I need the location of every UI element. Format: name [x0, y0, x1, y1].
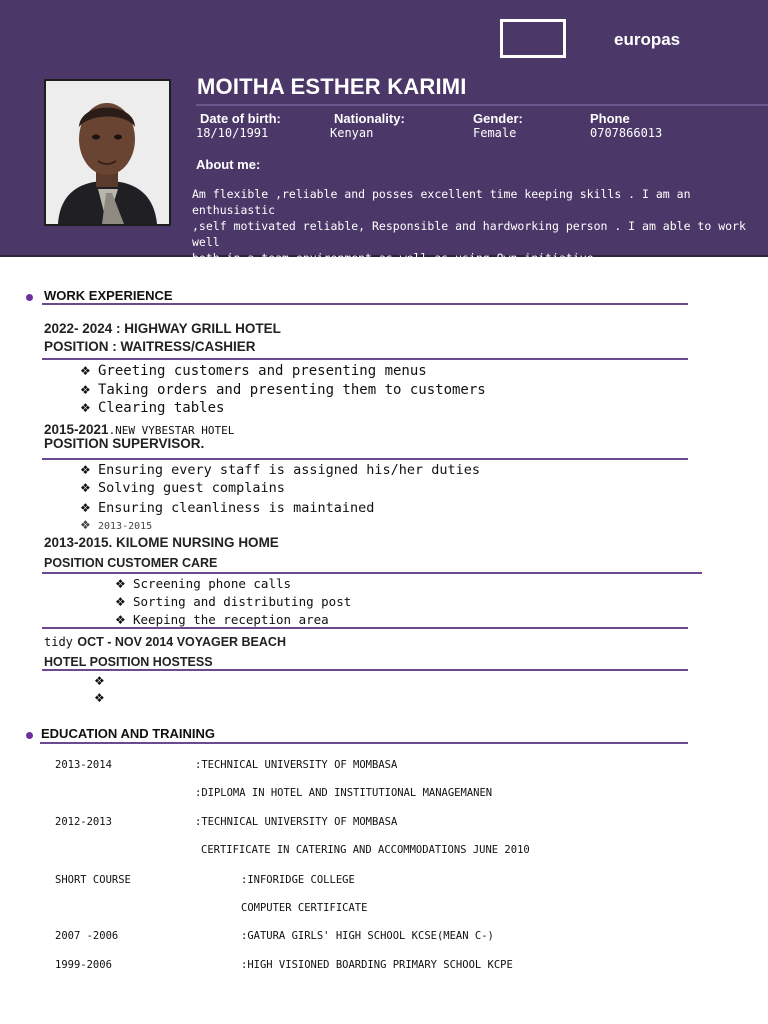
edu-row-right: COMPUTER CERTIFICATE [241, 902, 368, 914]
job4-title: tidy OCT - NOV 2014 VOYAGER BEACH [44, 635, 286, 649]
job1-position: POSITION : WAITRESS/CASHIER [44, 339, 256, 354]
gender-label: Gender: [473, 111, 523, 126]
job-divider [42, 358, 688, 360]
diamond-bullet-icon: ❖ [115, 595, 126, 609]
diamond-bullet-icon: ❖ [80, 518, 91, 532]
diamond-bullet-icon: ❖ [115, 577, 126, 591]
name-divider [196, 104, 768, 106]
nationality-label: Nationality: [334, 111, 405, 126]
about-line: both in a team environment as well as using Own initiative. [192, 251, 601, 265]
purple-dot-icon [26, 732, 33, 739]
logo-text: europas [614, 30, 681, 49]
duty-item: ❖ Sorting and distributing post [115, 594, 352, 609]
diamond-bullet-icon: ❖ [80, 463, 91, 477]
empty-bullet [94, 690, 112, 705]
duty-item: ❖ Screening phone calls [115, 576, 292, 591]
edu-row-right: CERTIFICATE IN CATERING AND ACCOMMODATIONS JUNE 2010 [201, 844, 530, 856]
nationality-value: Kenyan [330, 126, 374, 140]
job-divider [42, 458, 688, 460]
diamond-bullet-icon: ❖ [80, 501, 91, 515]
edu-row-right: :TECHNICAL UNIVERSITY OF MOMBASA [195, 759, 398, 771]
about-text [192, 186, 762, 266]
diamond-bullet-icon: ❖ [80, 401, 91, 415]
duty-item: ❖ Keeping the reception area [115, 612, 329, 627]
phone-label: Phone [590, 111, 630, 126]
job-divider [42, 572, 702, 574]
portrait-image [46, 81, 169, 224]
edu-row-right: :TECHNICAL UNIVERSITY OF MOMBASA [195, 816, 398, 828]
edu-row-left: 2012-2013 [55, 816, 112, 828]
duty-item: ❖ Solving guest complains [80, 480, 285, 496]
job2-position: POSITION SUPERVISOR. [44, 436, 205, 451]
diamond-bullet-icon: ❖ [80, 364, 91, 378]
duty-item: ❖ Ensuring cleanliness is maintained [80, 500, 375, 516]
diamond-bullet-icon: ❖ [94, 691, 105, 705]
duty-item: ❖ 2013-2015 [80, 518, 153, 532]
logo-box [500, 19, 566, 58]
edu-row-right: :HIGH VISIONED BOARDING PRIMARY SCHOOL KCPE [241, 959, 513, 971]
about-label: About me: [196, 157, 261, 172]
edu-row-left: 2013-2014 [55, 759, 112, 771]
job-divider [42, 627, 688, 629]
work-experience-heading: WORK EXPERIENCE [44, 288, 173, 303]
diamond-bullet-icon: ❖ [80, 481, 91, 495]
duty-item: ❖ Ensuring every staff is assigned his/her duties [80, 462, 481, 478]
diamond-bullet-icon: ❖ [115, 613, 126, 627]
job3-title: 2013-2015. KILOME NURSING HOME [44, 535, 279, 550]
candidate-name: MOITHA ESTHER KARIMI [197, 74, 467, 99]
profile-photo [44, 79, 171, 226]
edu-row-left: 2007 -2006 [55, 930, 119, 942]
empty-bullet [94, 673, 112, 688]
edu-row-left: 1999-2006 [55, 959, 112, 971]
purple-dot-icon [26, 294, 33, 301]
edu-row-right: :INFORIDGE COLLEGE [241, 874, 355, 886]
edu-row-right: :GATURA GIRLS' HIGH SCHOOL KCSE(MEAN C-) [241, 930, 494, 942]
job4-position: HOTEL POSITION HOSTESS [44, 655, 213, 669]
dob-label: Date of birth: [200, 111, 281, 126]
section-divider [42, 303, 688, 305]
diamond-bullet-icon: ❖ [80, 383, 91, 397]
dob-value: 18/10/1991 [196, 126, 269, 140]
edu-row-right: :DIPLOMA IN HOTEL AND INSTITUTIONAL MANAGEMANEN [195, 787, 493, 799]
job2-title: 2015-2021.NEW VYBESTAR HOTEL [44, 422, 235, 437]
duty-item: ❖ Greeting customers and presenting menus [80, 363, 427, 379]
education-heading: EDUCATION AND TRAINING [41, 726, 216, 741]
edu-row-left: SHORT COURSE [55, 874, 131, 886]
about-line: ,self motivated reliable, Responsible and hardworking person . I am able to work well [192, 219, 746, 249]
diamond-bullet-icon: ❖ [94, 674, 105, 688]
job1-title: 2022- 2024 : HIGHWAY GRILL HOTEL [44, 321, 281, 336]
job3-position: POSITION CUSTOMER CARE [44, 556, 218, 570]
about-line: Am flexible ,reliable and posses excellent time keeping skills . I am an enthusiastic [192, 187, 691, 217]
duty-item: ❖ Taking orders and presenting them to customers [80, 382, 486, 398]
duty-item: ❖ Clearing tables [80, 400, 225, 416]
gender-value: Female [473, 126, 517, 140]
phone-value: 0707866013 [590, 126, 663, 140]
section-divider [40, 742, 688, 744]
job-divider [42, 669, 688, 671]
